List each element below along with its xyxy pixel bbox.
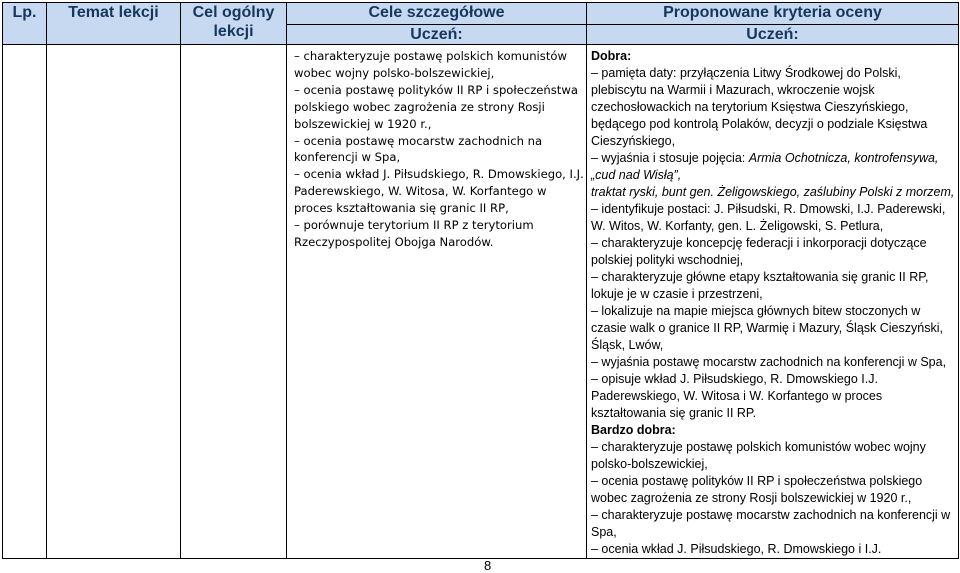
header-lp: Lp.	[3, 3, 47, 45]
cell-lp	[3, 45, 47, 559]
kryteria-line: będącego pod kontrolą Polaków, decyzji o podziale Księstwa	[591, 117, 928, 131]
kryteria-line: – ocenia postawę polityków II RP i społeczeństwa polskiego	[591, 474, 923, 488]
kryteria-line: – ocenia wkład J. Piłsudskiego, R. Dmowskiego i I.J.	[591, 542, 882, 556]
cele-line: – porównuje terytorium II RP z terytorium	[294, 218, 534, 233]
kryteria-line: – charakteryzuje koncepcję federacji i inkorporacji dotyczące	[591, 236, 927, 250]
cele-line: proces kształtowania się granic II RP,	[294, 201, 509, 216]
cell-cele-szczegolowe	[287, 45, 587, 559]
cele-line: bolszewickiej w 1920 r.,	[294, 116, 432, 131]
kryteria-line: – charakteryzuje główne etapy kształtowania się granic II RP,	[591, 270, 929, 284]
cele-list	[287, 45, 586, 251]
kryteria-line: Cieszyńskiego,	[591, 134, 676, 148]
wyjasnia-line	[591, 150, 954, 167]
kryteria-line: Paderewskiego, W. Witosa i W. Korfantego w proces	[591, 389, 883, 403]
kryteria-line: Spa,	[591, 525, 617, 539]
cele-line: polskiego wobec zagrożenia ze strony Rosji	[294, 99, 545, 114]
dobra-heading: Dobra:	[591, 49, 632, 63]
header-cel-line1: Cel ogólny	[192, 4, 275, 21]
kryteria-line: – pamięta daty: przyłączenia Litwy Środkowej do Polski,	[591, 66, 901, 80]
curriculum-table	[2, 2, 959, 559]
kryteria-line: wobec zagrożenia ze strony Rosji bolszewickiej w 1920 r.,	[591, 491, 912, 505]
wyjasnia-terms-line: traktat ryski, bunt gen. Żeligowskiego, zaślubiny Polski z morzem,	[591, 185, 955, 199]
wyjasnia-prefix: – wyjaśnia i stosuje pojęcia:	[591, 151, 749, 165]
header-cele-szczegolowe: Cele szczegółowe	[287, 3, 587, 25]
header-uczen-kryteria: Uczeń:	[587, 25, 959, 45]
cele-line: – ocenia postawę polityków II RP i społeczeństwa	[294, 82, 578, 97]
kryteria-line: W. Witos, W. Korfanty, gen. L. Żeligowski, S. Petlura,	[591, 219, 884, 233]
header-temat-lekcji: Temat lekcji	[47, 3, 181, 45]
kryteria-line: plebiscytu na Warmii i Mazurach, wkroczenie wojsk	[591, 83, 875, 97]
header-cel-ogolny	[181, 3, 287, 45]
kryteria-line: lokuje je w czasie i przestrzeni,	[591, 287, 763, 301]
wyjasnia-terms: Armia Ochotnicza, kontrofensywa,	[748, 151, 939, 165]
kryteria-line: – identyfikuje postaci: J. Piłsudski, R. Dmowski, I.J. Paderewski,	[591, 202, 946, 216]
kryteria-line: kształtowania się granic II RP.	[591, 406, 757, 420]
header-kryteria-oceny: Proponowane kryteria oceny	[587, 3, 959, 25]
kryteria-line: polskiej polityki wschodniej,	[591, 253, 744, 267]
kryteria-line: – wyjaśnia postawę mocarstw zachodnich na konferencji w Spa,	[591, 355, 947, 369]
cele-line: Paderewskiego, W. Witosa, W. Korfantego w	[294, 184, 547, 199]
kryteria-line: czasie walk o granice II RP, Warmię i Mazury, Śląsk Cieszyński,	[591, 321, 943, 335]
kryteria-line: Śląsk, Lwów,	[591, 338, 664, 352]
page-number: 8	[484, 558, 492, 573]
cele-line: – charakteryzuje postawę polskich komunistów	[294, 49, 567, 63]
cell-cel-ogolny	[181, 45, 287, 559]
cell-temat	[47, 45, 181, 559]
cele-line: – ocenia postawę mocarstw zachodnich na	[294, 133, 543, 148]
cele-line: Rzeczypospolitej Obojga Narodów.	[294, 234, 494, 249]
kryteria-list	[587, 45, 958, 558]
bardzo-dobra-heading: Bardzo dobra:	[591, 423, 676, 437]
cele-line: konferencji w Spa,	[294, 150, 401, 165]
wyjasnia-terms-line: „cud nad Wisłą”,	[591, 168, 682, 182]
kryteria-line: czechosłowackich na terytorium Księstwa Cieszyńskiego,	[591, 100, 909, 114]
kryteria-line: – charakteryzuje postawę polskich komunistów wobec wojny	[591, 440, 926, 454]
kryteria-line: polsko-bolszewickiej,	[591, 457, 708, 471]
kryteria-line: – opisuje wkład J. Piłsudskiego, R. Dmowskiego I.J.	[591, 372, 878, 386]
kryteria-line: – charakteryzuje postawę mocarstw zachodnich na konferencji w	[591, 508, 951, 522]
header-cel-line2: lekcji	[213, 23, 254, 40]
cele-line: wobec wojny polsko-bolszewickiej,	[294, 65, 495, 80]
cele-line: – ocenia wkład J. Piłsudskiego, R. Dmowskiego, I.J.	[294, 167, 584, 182]
cell-kryteria	[587, 45, 959, 559]
header-uczen-cele: Uczeń:	[287, 25, 587, 45]
kryteria-line: – lokalizuje na mapie miejsca głównych bitew stoczonych w	[591, 304, 921, 318]
